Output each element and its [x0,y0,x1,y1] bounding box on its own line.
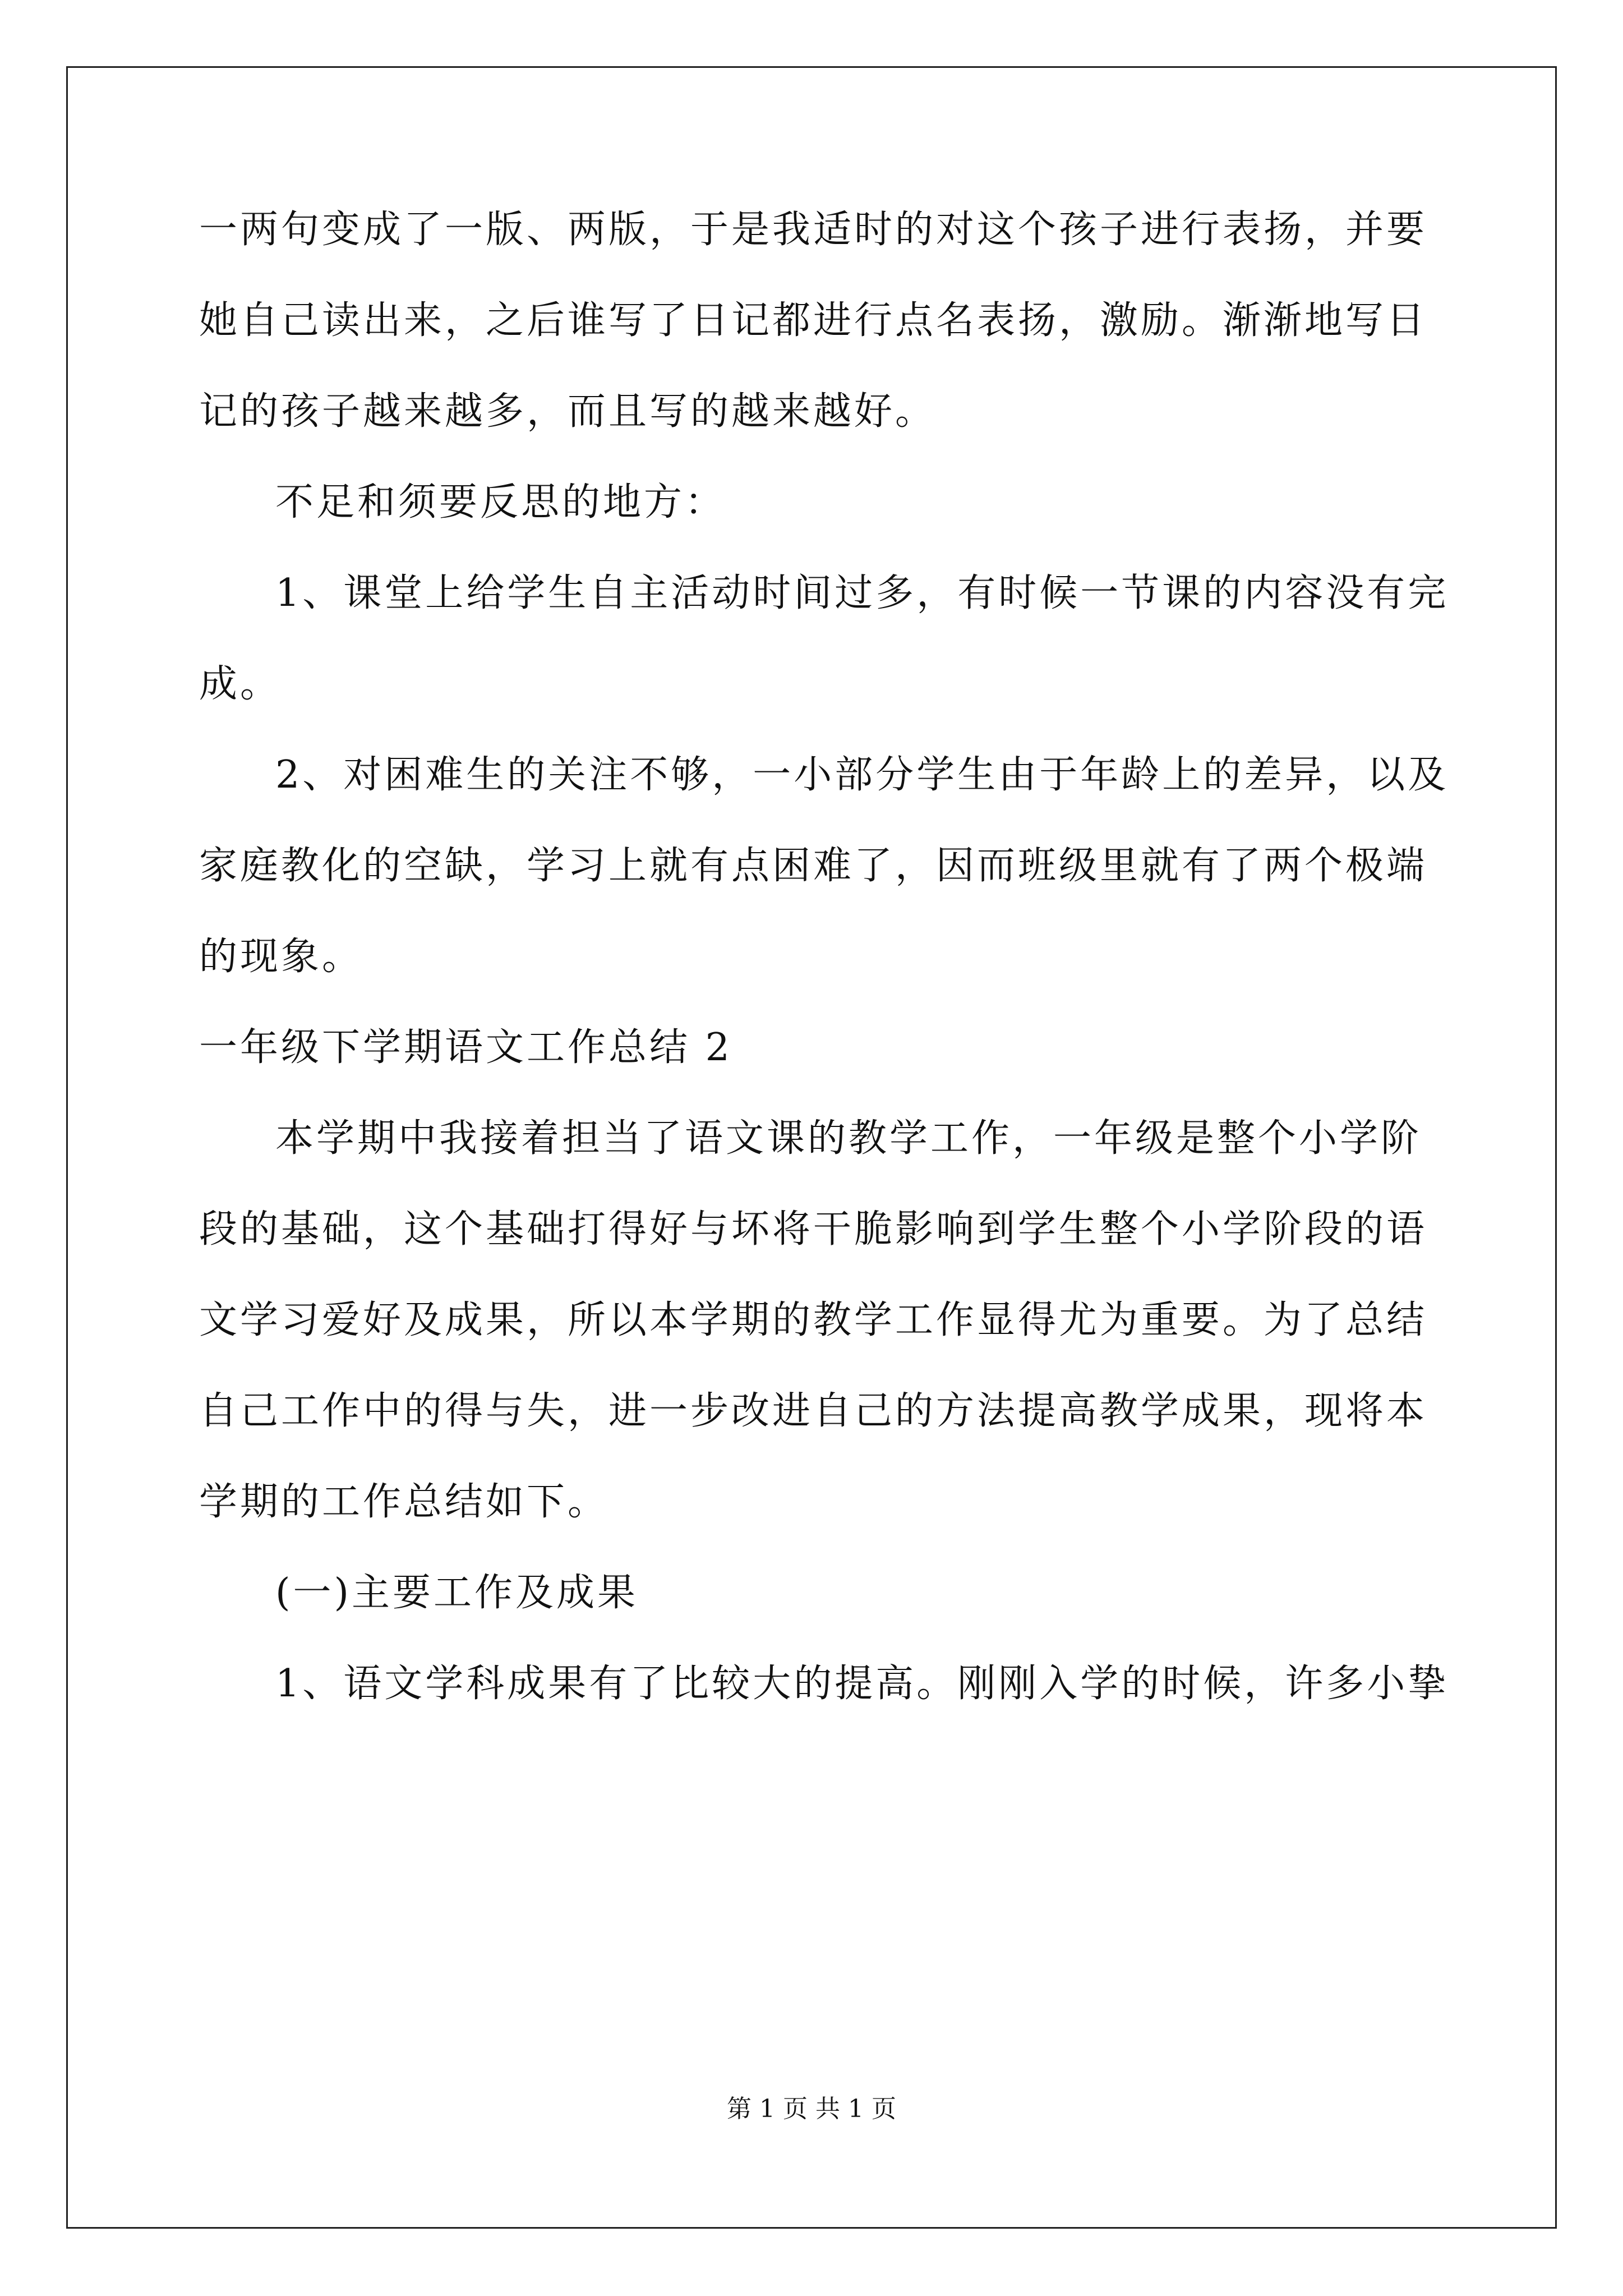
body-line-14: 自己工作中的得与失，进一步改进自己的方法提高教学成果，现将本 [199,1389,1428,1433]
body-line-7: 2、对困难生的关注不够，一小部分学生由于年龄上的差异，以及 [275,753,1449,797]
document-title: 一年级下学期语文工作总结 2 [199,1025,732,1070]
section-heading-reflection: 不足和须要反思的地方： [275,480,726,524]
body-line-1: 一两句变成了一版、两版，于是我适时的对这个孩子进行表扬，并要 [199,208,1428,252]
body-line-17: 1、语文学科成果有了比较大的提高。刚刚入学的时候，许多小挚 [275,1662,1449,1706]
body-line-9: 的现象。 [199,935,363,979]
section-heading-main-work: (一)主要工作及成果 [275,1571,639,1615]
body-line-15: 学期的工作总结如下。 [199,1480,609,1524]
body-line-5: 1、课堂上给学生自主活动时间过多，有时候一节课的内容没有完 [275,571,1449,615]
body-line-13: 文学习爱好及成果，所以本学期的教学工作显得尤为重要。为了总结 [199,1298,1428,1342]
body-line-6: 成。 [199,662,282,706]
body-line-11: 本学期中我接着担当了语文课的教学工作，一年级是整个小学阶 [275,1116,1422,1161]
body-line-3: 记的孩子越来越多，而且写的越来越好。 [199,389,937,434]
body-line-8: 家庭教化的空缺，学习上就有点困难了，因而班级里就有了两个极端 [199,844,1428,888]
body-line-2: 她自己读出来，之后谁写了日记都进行点名表扬，激励。渐渐地写日 [199,298,1428,343]
page-number-footer: 第 1 页 共 1 页 [727,2095,896,2123]
body-line-12: 段的基础，这个基础打得好与坏将干脆影响到学生整个小学阶段的语 [199,1207,1428,1251]
